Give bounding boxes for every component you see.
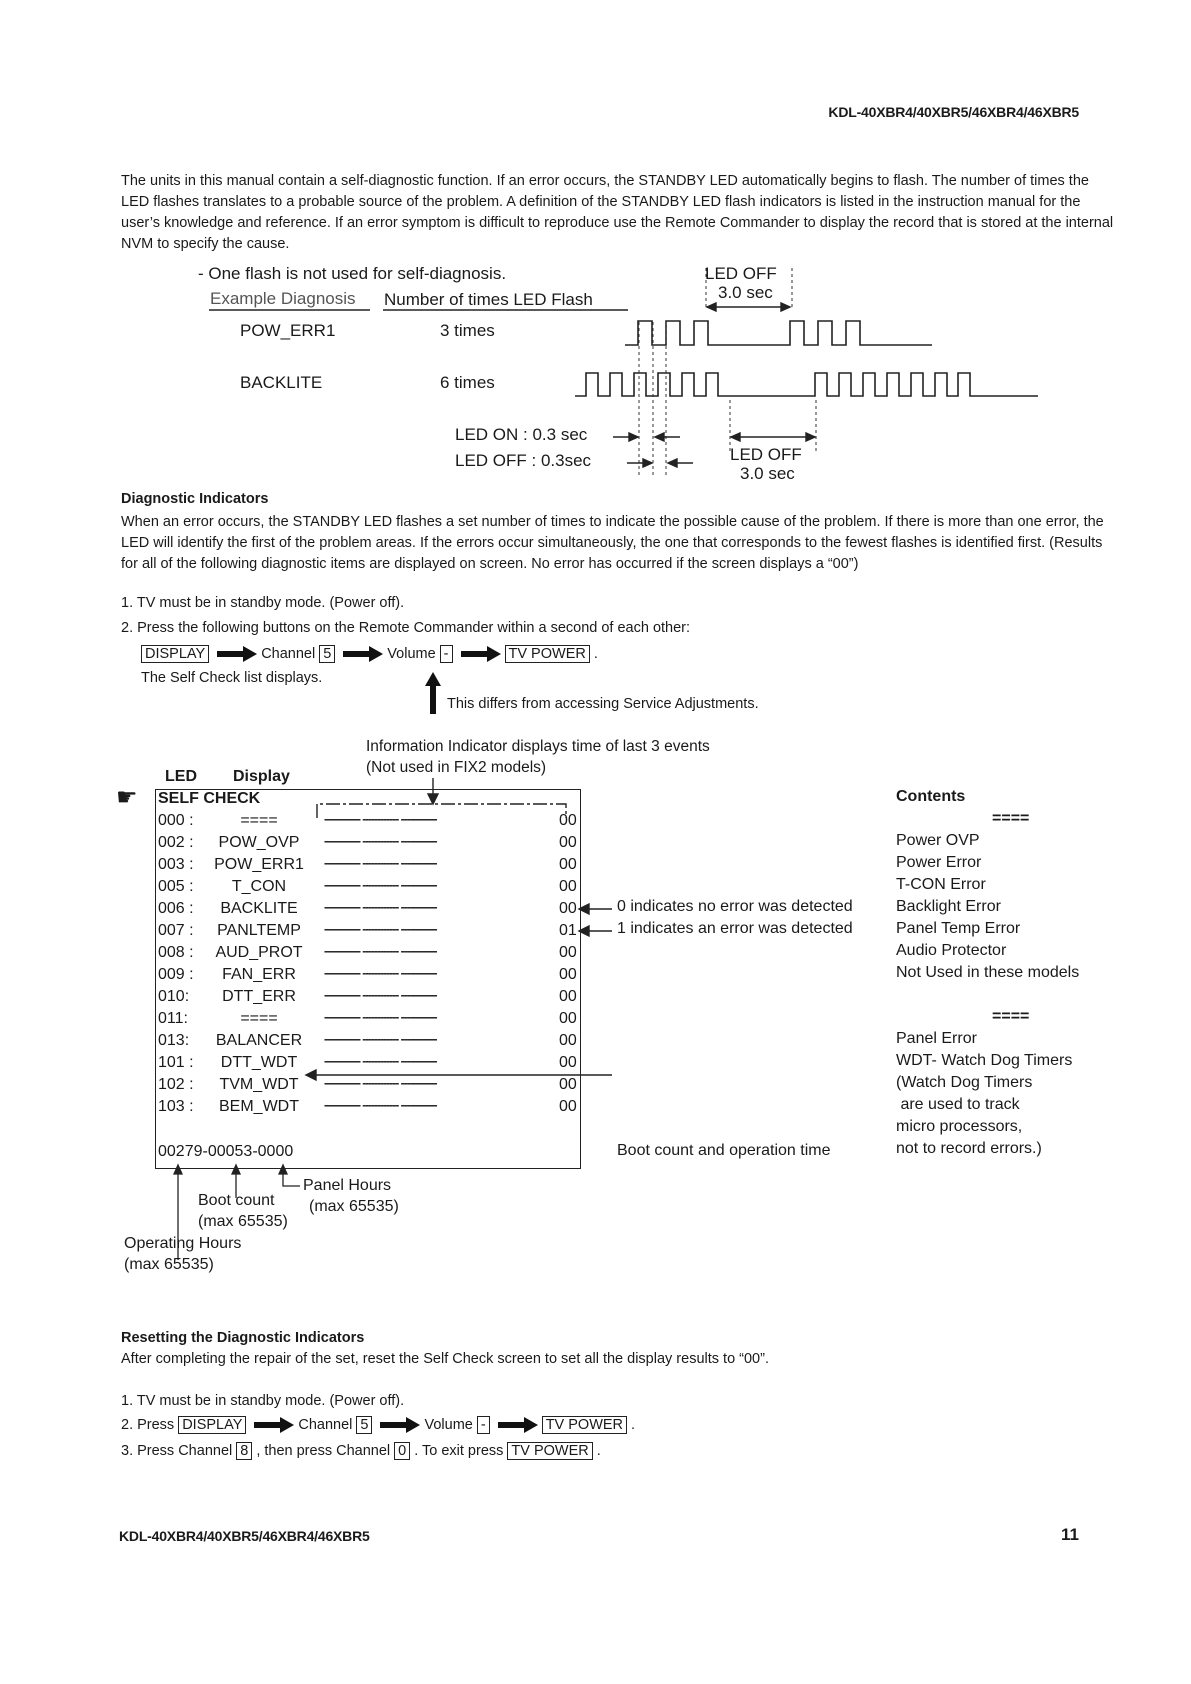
self-check-title: SELF CHECK bbox=[158, 790, 261, 807]
boot-count-line: 00279-00053-0000 bbox=[158, 1143, 294, 1160]
indicators-paragraph: When an error occurs, the STANDBY LED flashes a set number of times to indicate the possible cause of the problem. If there is more than one error, the LED will identify the first of the problem areas. If the errors occur simultaneously, the one that corresponds to the fewest flashes is identified first. (Results for all of the following diagnostic items are displayed on screen. No error has occurred if the screen displays a “00”) bbox=[121, 514, 1104, 572]
channel-label: Channel bbox=[261, 646, 316, 662]
volume-label: Volume bbox=[424, 1417, 473, 1433]
contents-item: not to record errors.) bbox=[896, 1140, 1042, 1157]
col-example-diagnosis: Example Diagnosis bbox=[210, 289, 356, 308]
channel-label: Channel bbox=[298, 1417, 353, 1433]
differs-note: This differs from accessing Service Adjustments. bbox=[447, 696, 759, 712]
operating-hours-max: (max 65535) bbox=[124, 1256, 214, 1273]
reset-step1: 1. TV must be in standby mode. (Power off). bbox=[121, 1393, 405, 1409]
led-on-label: LED ON : 0.3 sec bbox=[455, 425, 588, 444]
tv-power-key: TV POWER bbox=[507, 1442, 592, 1460]
led-flash-timing-diagram bbox=[0, 0, 1191, 520]
reset-step3-b: , then press Channel bbox=[256, 1443, 391, 1459]
tv-power-key: TV POWER bbox=[542, 1416, 627, 1434]
contents-item bbox=[896, 986, 1079, 1008]
right-arrow-icon bbox=[217, 646, 257, 662]
footer-model: KDL-40XBR4/40XBR5/46XBR4/46XBR5 bbox=[119, 1528, 370, 1544]
reset-step3-c: . To exit press bbox=[414, 1443, 504, 1459]
reset-step3-end: . bbox=[596, 1443, 601, 1459]
self-check-screen: SELF CHECK 000 : ==== ------------ ------------ ------------ 00 002 : POW_OVP ------------ ------------ ------------ 00 003 : POW_ERR1 ------------ ------------ ------------ 00 005 : T_CON ------------ ------------ ------------ 00 006 : BACKLITE ------------ ------------ ------------ 00 007 : PANLTEMP ------------ ------------ ------------ 01 008 : AUD_PROT ------------ ------------ ------------ 00 009 : FAN_ERR ------------ ------------ ------------ 00 010: DTT_ERR ------------ ------------ ------------ 00 011: ==== ------------ ------------ ------------ 00 013: BALANCER ------------ ------------ ------------ 00 101 : DTT_WDT ------------ ------------ ------------ 00 102 : TVM_WDT ------------ ------------ ------------ 00 103 : BEM_WDT ------------ ------------ ------------ 00 00279-00053-0000 bbox=[155, 789, 581, 1169]
right-arrow-icon bbox=[380, 1417, 420, 1433]
channel-5-key: 5 bbox=[356, 1416, 372, 1434]
reset-press-label: 2. Press bbox=[121, 1417, 175, 1433]
info-indicator-note: Information Indicator displays time of last 3 events bbox=[366, 738, 710, 755]
contents-item: Not Used in these models bbox=[896, 964, 1080, 981]
display-key: DISPLAY bbox=[178, 1416, 246, 1434]
channel-5-key: 5 bbox=[319, 645, 335, 663]
row-name-backlite: BACKLITE bbox=[240, 373, 323, 392]
step1-standby: 1. TV must be in standby mode. (Power off). bbox=[121, 595, 405, 611]
contents-item: Power Error bbox=[896, 854, 982, 871]
row-times-backlite: 6 times bbox=[440, 373, 495, 392]
row-name-pow-err1: POW_ERR1 bbox=[240, 321, 336, 340]
boot-note: Boot count and operation time bbox=[617, 1142, 831, 1159]
col-led: LED bbox=[165, 768, 197, 785]
panel-hours-max: (max 65535) bbox=[309, 1198, 399, 1215]
indicators-title: Diagnostic Indicators bbox=[121, 491, 269, 507]
right-arrow-icon bbox=[343, 646, 383, 662]
tv-power-key: TV POWER bbox=[505, 645, 590, 663]
right-arrow-icon bbox=[498, 1417, 538, 1433]
contents-item: Backlight Error bbox=[896, 898, 1001, 915]
info-indicator-note-2: (Not used in FIX2 models) bbox=[366, 759, 547, 776]
led-off-top-label: LED OFF bbox=[705, 264, 777, 283]
contents-item: ==== bbox=[992, 1008, 1030, 1025]
header-model: KDL-40XBR4/40XBR5/46XBR4/46XBR5 bbox=[828, 104, 1079, 120]
boot-count-max: (max 65535) bbox=[198, 1213, 288, 1230]
key-sequence-1 bbox=[141, 643, 602, 665]
volume-label: Volume bbox=[387, 646, 436, 662]
diagram-note: - One flash is not used for self-diagnosis. bbox=[198, 264, 507, 283]
right-arrow-icon bbox=[254, 1417, 294, 1433]
volume-minus-key: - bbox=[440, 645, 453, 663]
contents-item: (Watch Dog Timers bbox=[896, 1074, 1033, 1091]
channel-0-key: 0 bbox=[394, 1442, 410, 1460]
led-off-bottom-sec: 3.0 sec bbox=[740, 464, 795, 483]
led-off-top-sec: 3.0 sec bbox=[718, 283, 773, 302]
col-display: Display bbox=[233, 768, 290, 785]
pointing-hand-icon: ☛ bbox=[116, 784, 138, 811]
contents-item: Power OVP bbox=[896, 832, 980, 849]
step2-press: 2. Press the following buttons on the Remote Commander within a second of each other: bbox=[121, 620, 691, 636]
note-zero: 0 indicates no error was detected bbox=[617, 898, 853, 915]
note-one: 1 indicates an error was detected bbox=[617, 920, 853, 937]
col-number-flashes: Number of times LED Flash bbox=[384, 290, 593, 309]
boot-count-label: Boot count bbox=[198, 1192, 275, 1209]
reset-step3-a: 3. Press Channel bbox=[121, 1443, 233, 1459]
step2-period: . bbox=[593, 646, 598, 662]
panel-hours-label: Panel Hours bbox=[303, 1177, 392, 1194]
contents-column bbox=[896, 788, 1079, 1162]
contents-item: Panel Temp Error bbox=[896, 920, 1021, 937]
contents-title: Contents bbox=[896, 788, 966, 805]
reset-title: Resetting the Diagnostic Indicators bbox=[121, 1330, 365, 1346]
operating-hours-label: Operating Hours bbox=[124, 1235, 242, 1252]
channel-8-key: 8 bbox=[236, 1442, 252, 1460]
row-times-pow-err1: 3 times bbox=[440, 321, 495, 340]
contents-item: micro processors, bbox=[896, 1118, 1023, 1135]
reset-step3 bbox=[121, 1440, 605, 1462]
led-off-short-label: LED OFF : 0.3sec bbox=[455, 451, 592, 470]
contents-item: WDT- Watch Dog Timers bbox=[896, 1052, 1073, 1069]
reset-paragraph: After completing the repair of the set, reset the Self Check screen to set all the display results to “00”. bbox=[121, 1351, 769, 1367]
page-number: 11 bbox=[1061, 1525, 1079, 1544]
self-check-note: The Self Check list displays. bbox=[141, 670, 323, 686]
contents-item: are used to track bbox=[896, 1096, 1020, 1113]
reset-step2 bbox=[121, 1414, 639, 1436]
display-key: DISPLAY bbox=[141, 645, 209, 663]
contents-item: T-CON Error bbox=[896, 876, 986, 893]
right-arrow-icon bbox=[461, 646, 501, 662]
intro-paragraph: The units in this manual contain a self-diagnostic function. If an error occurs, the STANDBY LED automatically begins to flash. The number of times the LED flashes translates to a probable source of the problem. A definition of the STANDBY LED flash indicators is listed in the instruction manual for the user’s knowledge and reference. If an error symptom is difficult to reproduce use the Remote Commander to display the record that is stored at the internal NVM to specify the cause. bbox=[121, 173, 1114, 252]
contents-item: Panel Error bbox=[896, 1030, 977, 1047]
contents-item: Audio Protector bbox=[896, 942, 1007, 959]
reset-step2-period: . bbox=[631, 1417, 636, 1433]
led-off-bottom-label: LED OFF bbox=[730, 445, 802, 464]
volume-minus-key: - bbox=[477, 1416, 490, 1434]
contents-item: ==== bbox=[992, 810, 1030, 827]
up-arrow-icon bbox=[425, 672, 441, 714]
